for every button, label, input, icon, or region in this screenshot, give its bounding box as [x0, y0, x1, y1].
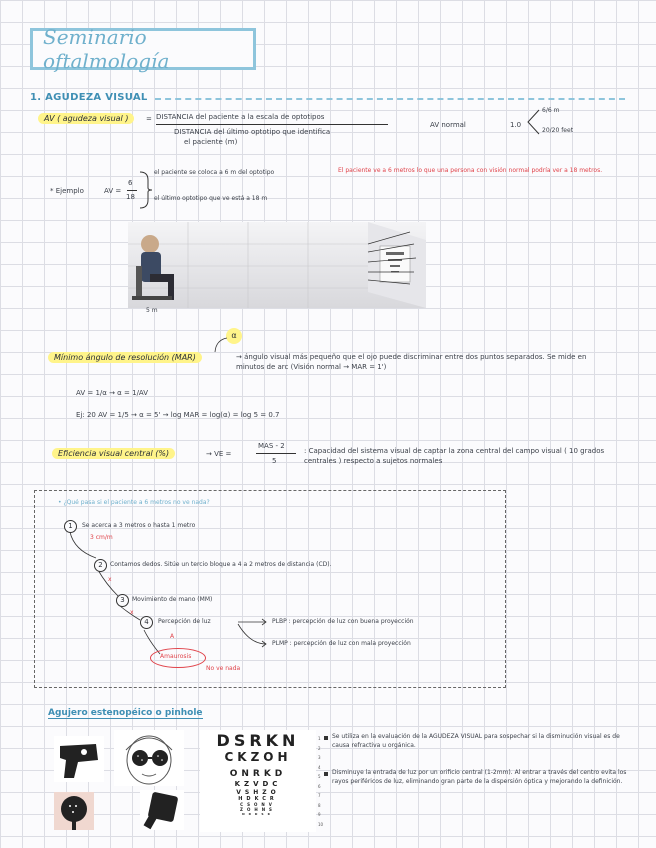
- pinhole-disc-image: [54, 792, 94, 830]
- efficiency-fraction-line: [256, 453, 296, 454]
- snellen-row-2: CKZOH: [224, 750, 292, 764]
- example-top-note: el paciente se coloca a 6 m del optotipo: [154, 169, 275, 176]
- alpha-badge: α: [226, 328, 242, 344]
- snellen-row-4: KZVDC: [234, 780, 282, 788]
- fraction-line: [156, 124, 388, 125]
- step-1-number: 1: [64, 520, 77, 533]
- mar-formula-1: AV = 1/α → α = 1/AV: [76, 389, 149, 397]
- example-brace-icon: [138, 168, 154, 212]
- efficiency-label: Eficiencia visual central (%): [52, 448, 175, 459]
- av-normal-meters: 6/6 m: [542, 107, 560, 114]
- page-title: [30, 25, 256, 73]
- snellen-row-9: NRDSK: [242, 812, 274, 816]
- av-normal-value: 1.0: [510, 121, 522, 129]
- av-denominator: DISTANCIA del último optotipo que identifica: [174, 128, 331, 136]
- efficiency-prefix: → VE =: [206, 450, 232, 458]
- example-numerator: 6: [128, 179, 133, 187]
- step-4-text: Percepción de luz: [158, 618, 211, 625]
- light-perception-branch-arrows: [236, 608, 272, 648]
- snellen-row-3: ONRKD: [229, 769, 287, 779]
- step-3-marker: x: [130, 609, 134, 616]
- figure-caption: 5 m: [146, 307, 158, 314]
- alpha-arrow-icon: [212, 336, 230, 356]
- amaurosis-note: No ve nada: [206, 665, 241, 672]
- snellen-line-numbers: 1 2 3 4 5 6 7 8 9 10: [318, 736, 324, 827]
- example-bottom-note: el último optotipo que ve está a 18 m: [154, 195, 268, 202]
- section-divider: [155, 98, 625, 100]
- plmp-text: PLMP : percepción de luz con mala proyección: [272, 640, 411, 647]
- pinhole-heading: Agujero estenopéico o pinhole: [48, 708, 203, 718]
- plbp-text: PLBP : percepción de luz con buena proyección: [272, 618, 414, 625]
- efficiency-denominator: 5: [272, 457, 277, 465]
- step-2-text: Contamos dedos. Sitúe un tercio bloque a 4 a 2 metros de distancia (CD).: [110, 561, 332, 568]
- example-label: * Ejemplo: [50, 187, 84, 195]
- snellen-row-7: CSONV: [240, 802, 276, 807]
- step-2-marker: x: [108, 576, 112, 583]
- av-normal-feet: 20/20 feet: [542, 127, 574, 134]
- brace-icon: [525, 108, 541, 136]
- snellen-row-1: DSRKN: [216, 731, 300, 750]
- pinhole-bullet-2: Disminuye la entrada de luz por un orificio central (1-2mm). Al entrar a través del centro evita los rayos periféricos de luz, eliminando gran parte de la dispersión óptica y mejorando la definición.: [332, 769, 627, 785]
- step-3-number: 3: [116, 594, 129, 607]
- mar-formula-2: Ej: 20 AV = 1/5 → α = 5' → log MAR = log(α) = log 5 = 0.7: [76, 411, 280, 419]
- pinhole-bullet-1: Se utiliza en la evaluación de la AGUDEZA VISUAL para sospechar si la disminución visual es de causa refractiva u orgánica.: [332, 733, 620, 749]
- av-label: AV ( agudeza visual ): [38, 113, 134, 124]
- section-heading-visual-acuity: 1. AGUDEZA VISUAL: [30, 92, 148, 103]
- page-title-text: Seminario oftalmología: [43, 25, 170, 73]
- snellen-row-5: VSHZO: [236, 789, 280, 796]
- bullet-1-marker: [324, 736, 328, 740]
- efficiency-description: : Capacidad del sistema visual de captar la zona central del campo visual ( 10 grados centrales ) respecto a sujetos normales: [304, 447, 605, 465]
- example-fraction-line: [127, 190, 137, 191]
- av-numerator: DISTANCIA del paciente a la escala de optotipos: [156, 113, 325, 121]
- step-1-note: 3 cm/m: [90, 534, 113, 541]
- step-4-number: 4: [140, 616, 153, 629]
- example-explanation: El paciente ve a 6 metros lo que una persona con visión normal podría ver a 18 metros.: [338, 167, 603, 174]
- snellen-row-8: ZOHNS: [240, 807, 276, 812]
- pinhole-glasses-patient-image: [114, 730, 184, 786]
- mar-description: → ángulo visual más pequeño que el ojo puede discriminar entre dos puntos separados. Se mide en minutos de arc (Visión normal → MAR = 1'): [236, 353, 587, 371]
- step-1-text: Se acerca a 3 metros o hasta 1 metro: [82, 522, 196, 529]
- pinhole-paddle-image: [140, 790, 184, 830]
- procedure-question: • ¿Qué pasa si el paciente a 6 metros no ve nada?: [58, 499, 210, 506]
- bullet-2-marker: [324, 772, 328, 776]
- pinhole-occluder-image: [54, 736, 104, 782]
- efficiency-numerator: MAS - 2: [258, 442, 285, 450]
- step-3-text: Movimiento de mano (MM): [132, 596, 213, 603]
- example-av: AV =: [104, 187, 122, 195]
- snellen-chart: [200, 730, 316, 832]
- example-denominator: 18: [126, 193, 135, 201]
- amaurosis-text: Amaurosis: [160, 653, 192, 660]
- step-2-number: 2: [94, 559, 107, 572]
- av-normal-label: AV normal: [430, 121, 466, 129]
- equals-sign: =: [146, 115, 152, 123]
- step-4-marker: A: [170, 633, 175, 640]
- mar-label: Mínimo ángulo de resolución (MAR): [48, 352, 202, 363]
- av-denominator-2: el paciente (m): [184, 138, 238, 146]
- snellen-row-6: HDKCR: [238, 796, 278, 802]
- eye-exam-illustration: [128, 222, 426, 308]
